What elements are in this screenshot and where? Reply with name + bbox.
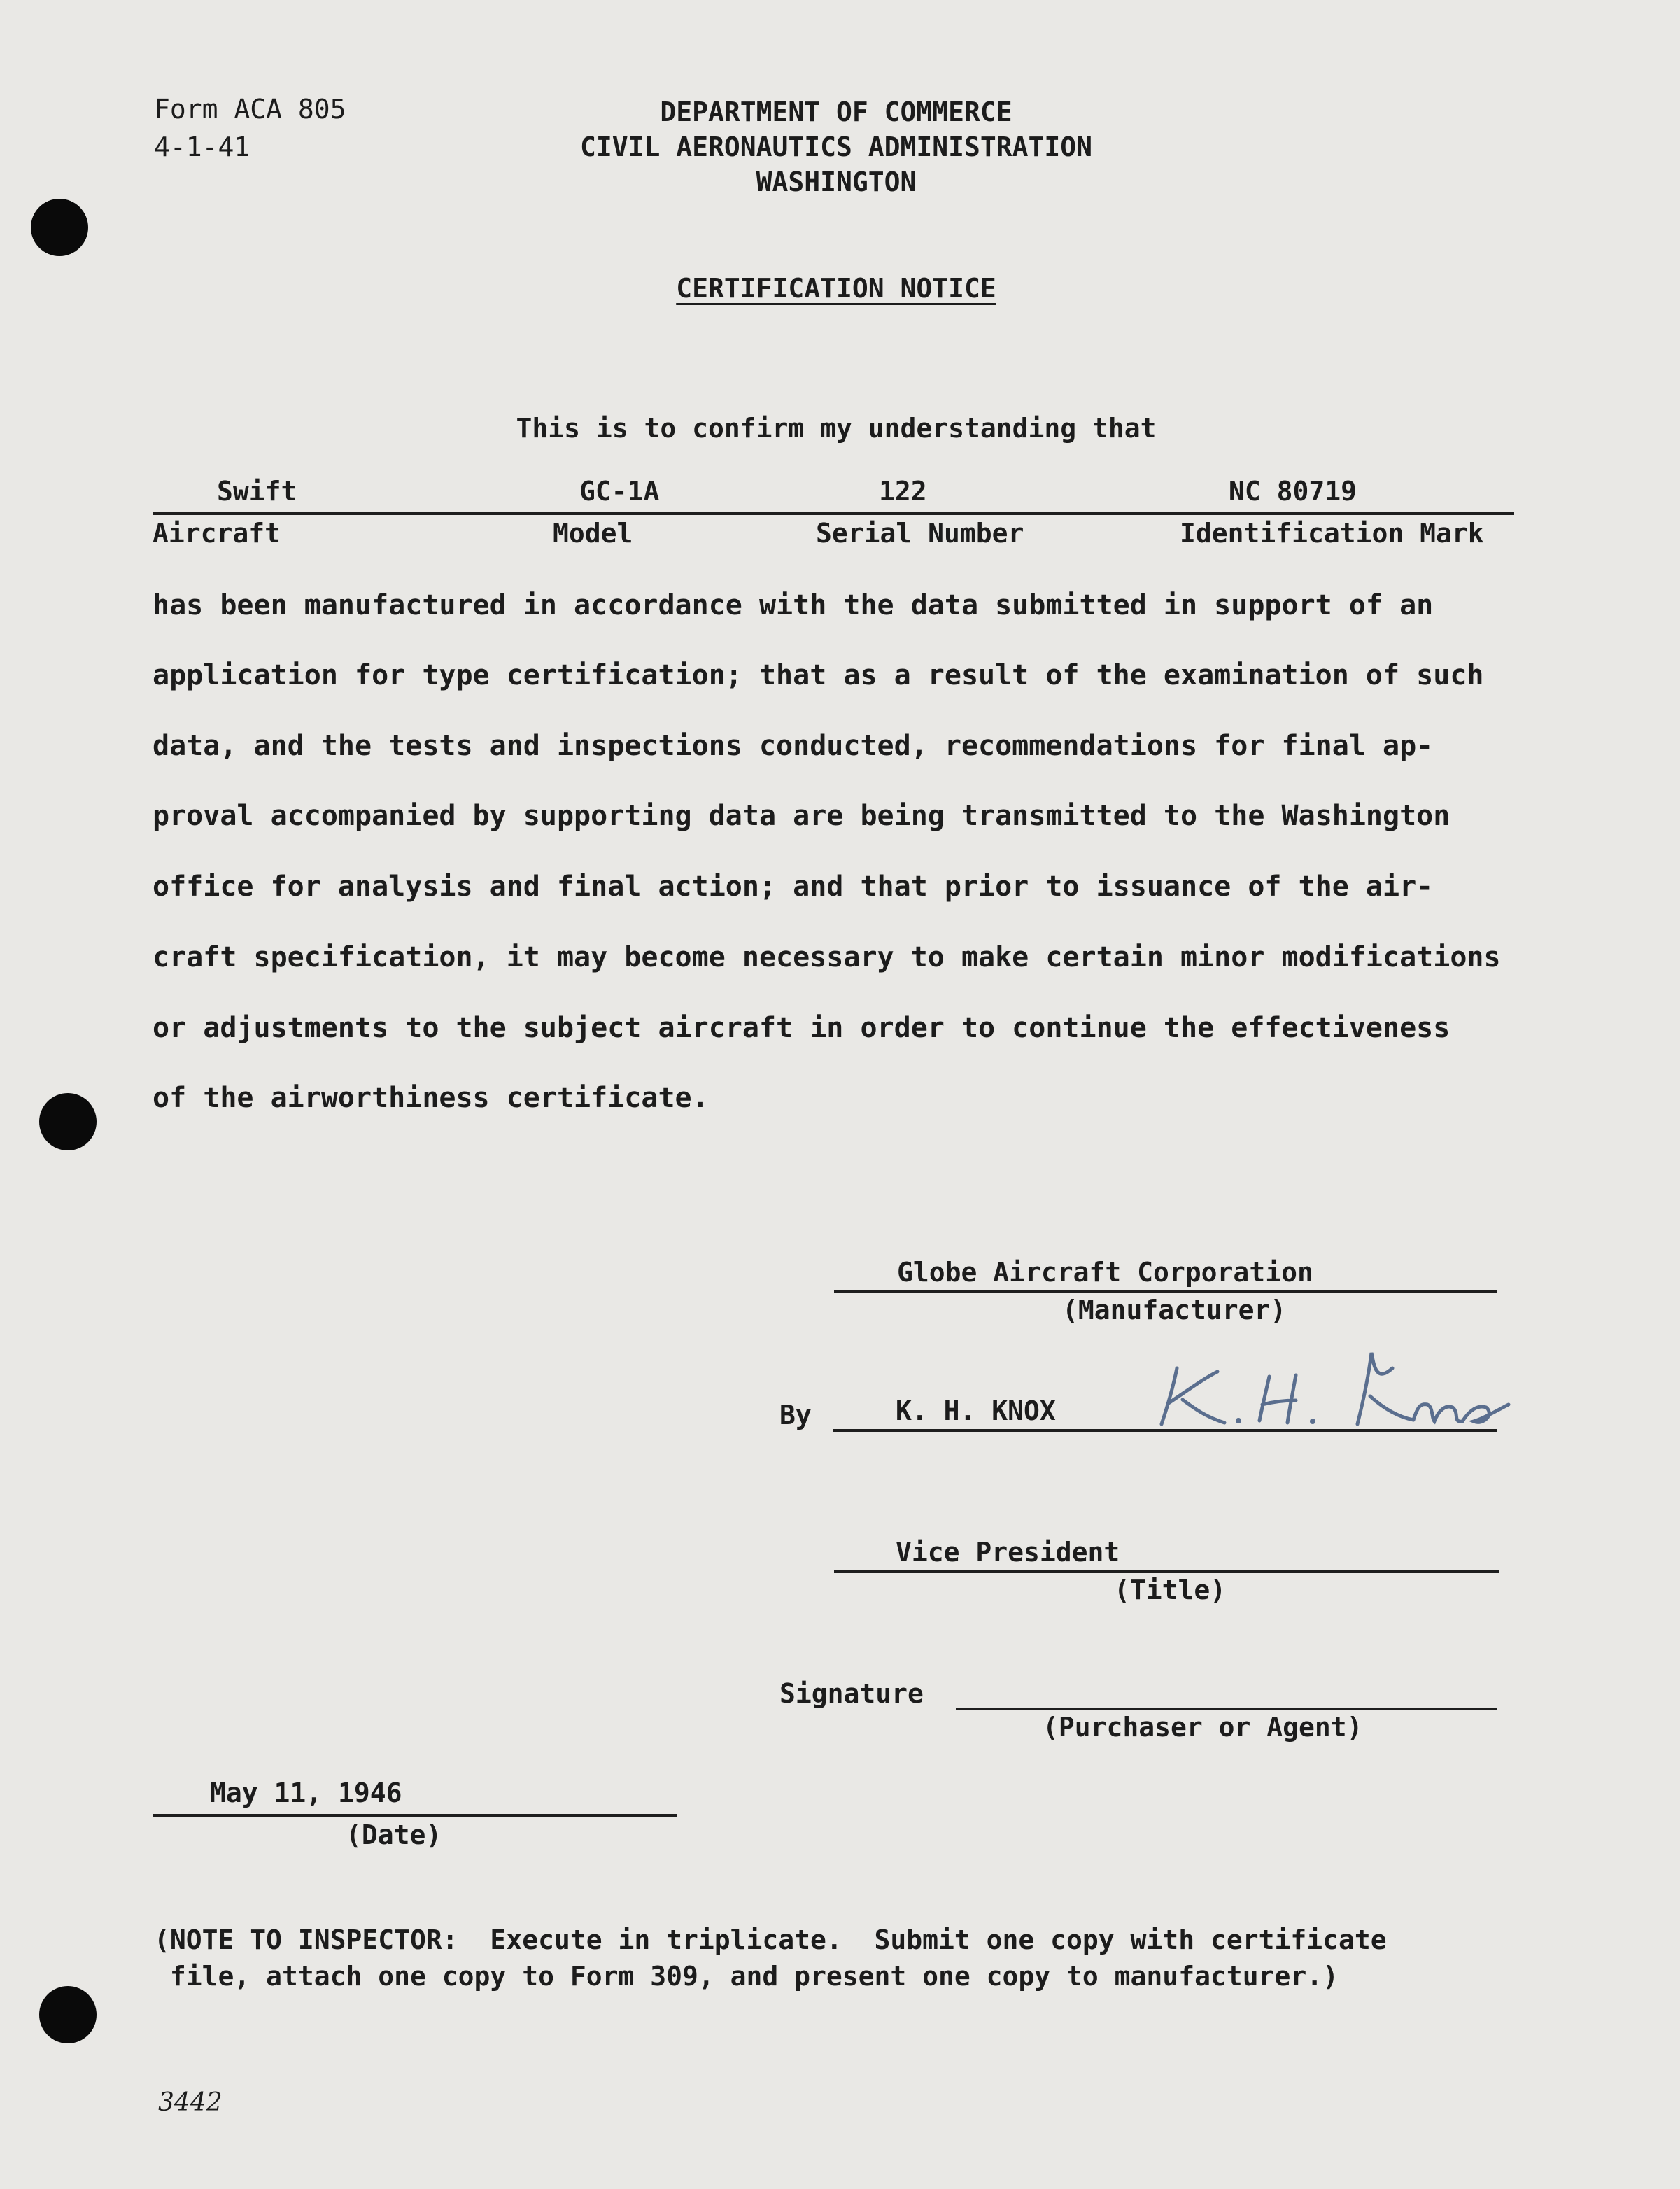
body-line: data, and the tests and inspections conducted, recommendations for final ap- (153, 730, 1434, 762)
manufacturer-value: Globe Aircraft Corporation (897, 1257, 1313, 1288)
title-value: Vice President (896, 1537, 1120, 1568)
header-city: WASHINGTON (756, 167, 917, 197)
body-line: of the airworthiness certificate. (153, 1082, 709, 1114)
serial-value: 122 (879, 476, 927, 507)
aircraft-label: Aircraft (153, 518, 281, 549)
form-date: 4-1-41 (154, 132, 250, 162)
form-number: Form ACA 805 (154, 94, 346, 125)
signature-underline (956, 1708, 1497, 1710)
handwritten-number: 3442 (158, 2088, 223, 2117)
body-line: office for analysis and final action; and that prior to issuance of the air- (153, 871, 1434, 903)
document-title: CERTIFICATION NOTICE (676, 273, 996, 304)
note-line-1: (NOTE TO INSPECTOR: Execute in triplicate. Submit one copy with certificate (154, 1924, 1387, 1955)
serial-label: Serial Number (816, 518, 1024, 549)
punch-hole-top (31, 199, 88, 256)
handwritten-signature (1120, 1340, 1539, 1445)
manufacturer-underline (834, 1290, 1497, 1293)
title-underline (834, 1570, 1499, 1573)
ident-label: Identification Mark (1180, 518, 1484, 549)
note-line-2: file, attach one copy to Form 309, and present one copy to manufacturer.) (154, 1961, 1339, 1992)
aircraft-value: Swift (217, 476, 297, 507)
punch-hole-bottom (39, 1986, 97, 2043)
model-value: GC-1A (579, 476, 660, 507)
signature-text: K. H. Knox (1120, 1340, 1124, 1341)
signature-caption: (Purchaser or Agent) (1043, 1712, 1363, 1743)
header-department: DEPARTMENT OF COMMERCE (660, 97, 1012, 127)
date-label: (Date) (346, 1820, 442, 1850)
model-label: Model (553, 518, 633, 549)
body-line: proval accompanied by supporting data are being transmitted to the Washington (153, 800, 1450, 832)
title-label: (Title) (1114, 1575, 1227, 1605)
date-value: May 11, 1946 (210, 1778, 402, 1808)
date-underline (153, 1814, 677, 1817)
body-line: has been manufactured in accordance with the data submitted in support of an (153, 589, 1434, 621)
header-administration: CIVIL AERONAUTICS ADMINISTRATION (579, 132, 1093, 162)
by-name: K. H. KNOX (896, 1395, 1056, 1426)
manufacturer-label: (Manufacturer) (1062, 1295, 1287, 1325)
body-line: or adjustments to the subject aircraft in order to continue the effectiveness (153, 1012, 1450, 1044)
body-line: application for type certification; that as a result of the examination of such (153, 659, 1484, 691)
signature-label: Signature (779, 1678, 924, 1709)
ident-value: NC 80719 (1229, 476, 1357, 507)
punch-hole-middle (39, 1093, 97, 1150)
body-line: craft specification, it may become necessary to make certain minor modifications (153, 941, 1501, 973)
intro-text: This is to confirm my understanding that (516, 413, 1157, 444)
fields-underline (153, 512, 1514, 515)
by-label: By (779, 1400, 812, 1430)
